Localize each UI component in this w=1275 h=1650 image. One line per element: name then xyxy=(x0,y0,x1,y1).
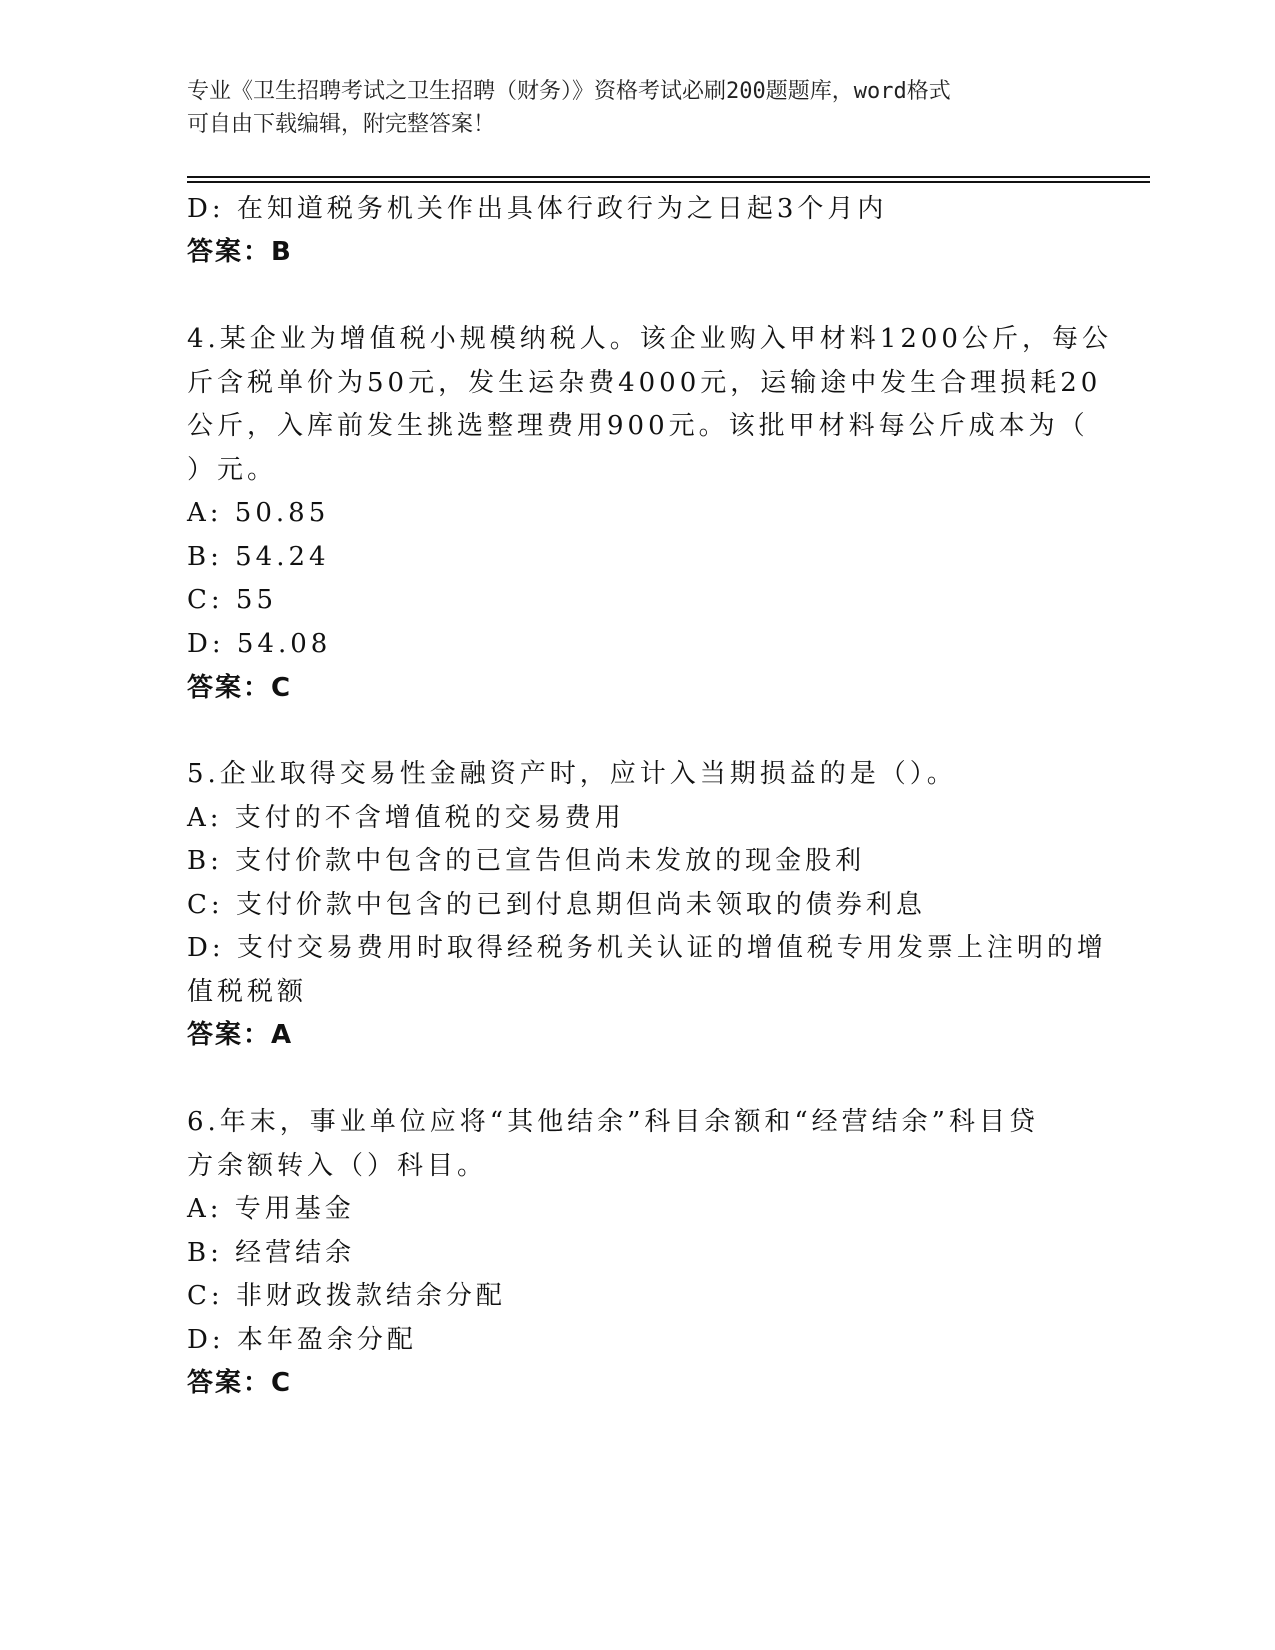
header-line-2: 可自由下载编辑，附完整答案！ xyxy=(187,112,496,137)
question-stem-line: 6.年末，事业单位应将“其他结余”科目余额和“经营结余”科目贷 xyxy=(187,1107,1039,1137)
question-stem-line: 方余额转入（）科目。 xyxy=(187,1151,488,1181)
option-line: B: 经营结余 xyxy=(187,1238,356,1268)
option-line: A: 专用基金 xyxy=(187,1194,355,1224)
header-divider-top xyxy=(187,176,1150,178)
question-stem-line: 公斤，入库前发生挑选整理费用900元。该批甲材料每公斤成本为（ xyxy=(187,411,1089,441)
option-line: A: 支付的不含增值税的交易费用 xyxy=(187,803,625,833)
option-line: D: 54.08 xyxy=(187,629,332,659)
document-header xyxy=(187,75,1087,141)
answer-line: 答案：A xyxy=(187,1020,294,1050)
question-stem-line: 5.企业取得交易性金融资产时，应计入当期损益的是（）。 xyxy=(187,759,957,789)
option-line: C: 55 xyxy=(187,585,278,615)
question-stem-line: 4.某企业为增值税小规模纳税人。该企业购入甲材料1200公斤，每公 xyxy=(187,324,1112,354)
option-line: D: 在知道税务机关作出具体行政行为之日起3个月内 xyxy=(187,194,888,224)
answer-line: 答案：B xyxy=(187,237,293,267)
header-line-1: 专业《卫生招聘考试之卫生招聘（财务）》资格考试必刷200题题库，word格式 xyxy=(187,79,951,104)
option-line: 值税税额 xyxy=(187,977,308,1007)
answer-line: 答案：C xyxy=(187,1368,293,1398)
header-divider-bottom xyxy=(187,181,1150,183)
option-line: C: 支付价款中包含的已到付息期但尚未领取的债券利息 xyxy=(187,890,926,920)
option-line: C: 非财政拨款结余分配 xyxy=(187,1281,506,1311)
question-stem-line: 斤含税单价为50元，发生运杂费4000元，运输途中发生合理损耗20 xyxy=(187,368,1102,398)
option-line: D: 本年盈余分配 xyxy=(187,1325,417,1355)
option-line: B: 支付价款中包含的已宣告但尚未发放的现金股利 xyxy=(187,846,866,876)
answer-line: 答案：C xyxy=(187,673,293,703)
option-line: A: 50.85 xyxy=(187,498,330,528)
question-stem-line: ）元。 xyxy=(187,455,278,485)
option-line: D: 支付交易费用时取得经税务机关认证的增值税专用发票上注明的增 xyxy=(187,933,1107,963)
option-line: B: 54.24 xyxy=(187,542,330,572)
